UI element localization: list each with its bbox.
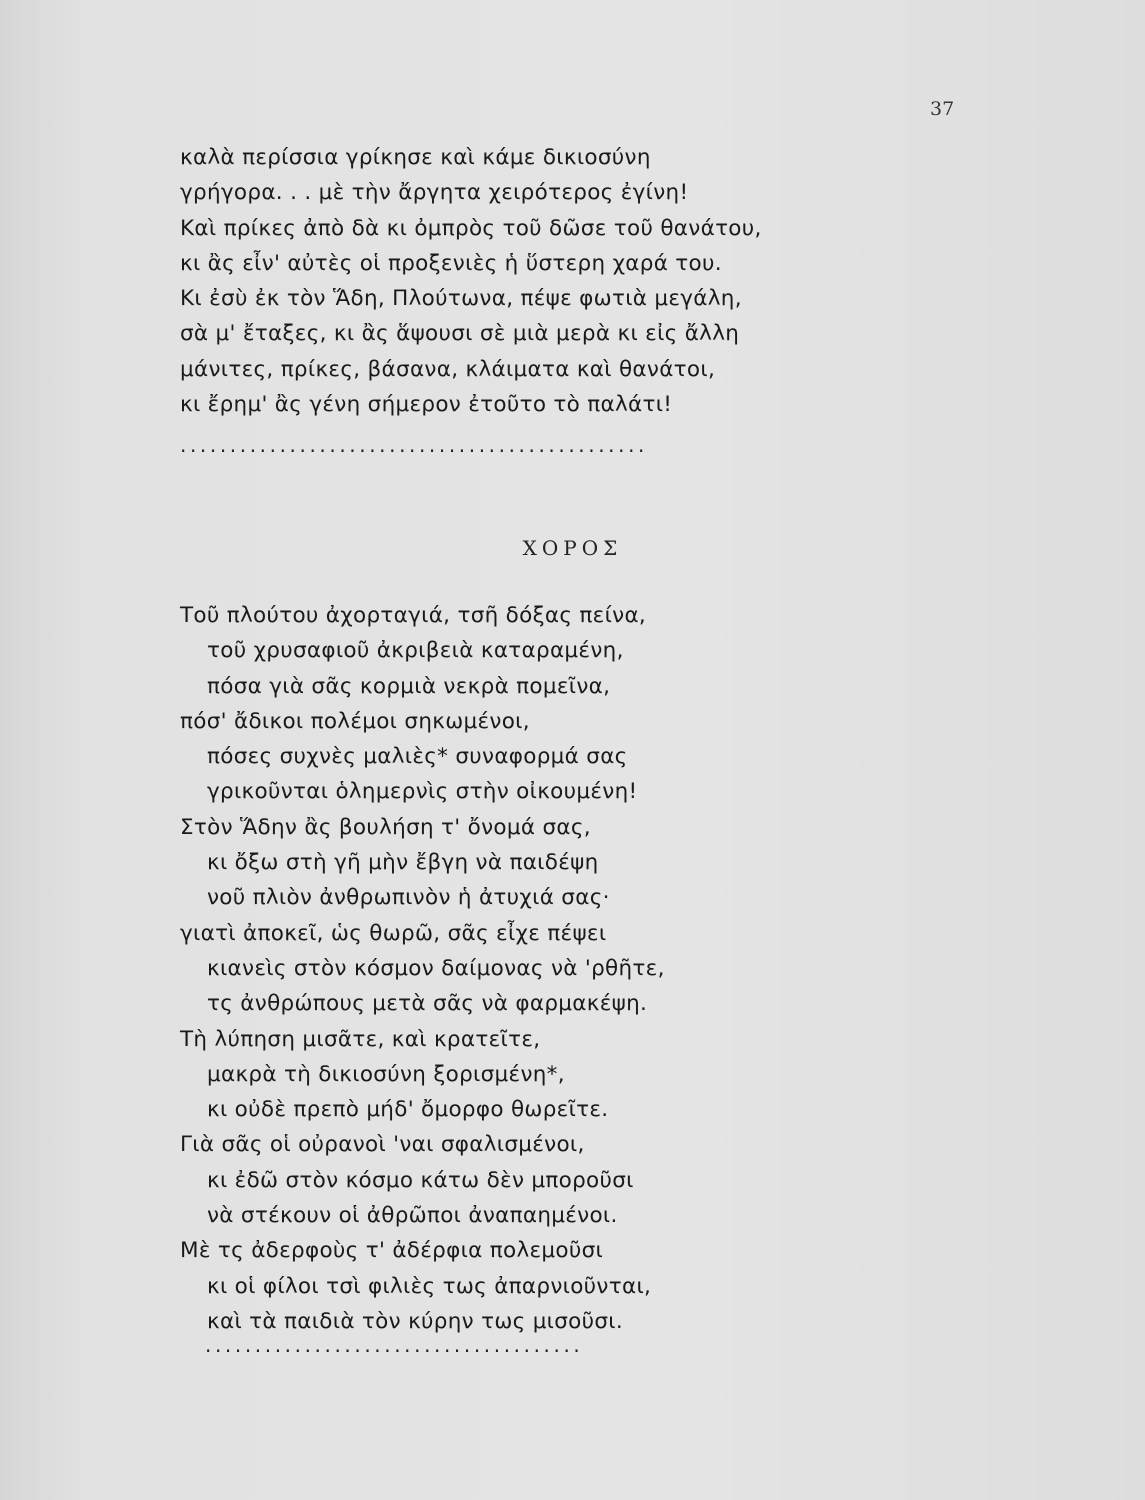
verse-line: νοῦ πλιὸν ἀνθρωπινὸν ἡ ἀτυχιά σας·: [207, 885, 610, 911]
verse-line: κι οἱ φίλοι τσὶ φιλιὲς τως ἀπαρνιοῦνται,: [207, 1273, 652, 1299]
verse-line: μάνιτες, πρίκες, βάσανα, κλάιματα καὶ θανάτοι,: [180, 356, 716, 382]
verse-line: τοῦ χρυσαφιοῦ ἀκριβειὰ καταραμένη,: [207, 638, 624, 664]
verse-line: πόσες συχνὲς μαλιὲς* συναφορμά σας: [207, 744, 628, 770]
verse-line: κι ὄξω στὴ γῆ μὴν ἔβγη νὰ παιδέψη: [207, 850, 599, 876]
verse-line: Τὴ λύπηση μισᾶτε, καὶ κρατεῖτε,: [180, 1026, 541, 1052]
verse-line: πόσα γιὰ σᾶς κορμιὰ νεκρὰ πομεῖνα,: [207, 673, 611, 699]
verse-line: Στὸν Ἅδην ἂς βουλήση τ' ὄνομά σας,: [180, 814, 591, 840]
verse-line: Γιὰ σᾶς οἱ οὐρανοὶ 'ναι σφαλισμένοι,: [180, 1132, 585, 1158]
verse-line: Τοῦ πλούτου ἀχορταγιά, τσῆ δόξας πείνα,: [180, 603, 647, 628]
verse-line: κι ἐδῶ στὸν κόσμο κάτω δὲν μποροῦσι: [207, 1167, 634, 1193]
verse-line: κιανεὶς στὸν κόσμον δαίμονας νὰ 'ρθῆτε,: [207, 955, 665, 981]
page-number: 37: [930, 98, 955, 120]
verse-line: κι ἂς εἶν' αὐτὲς οἱ προξενιὲς ἡ ὕστερη χαρά του.: [180, 250, 722, 276]
verse-line: πόσ' ἄδικοι πολέμοι σηκωμένοι,: [180, 708, 530, 734]
verse-line: Μὲ τς ἀδερφοὺς τ' ἀδέρφια πολεμοῦσι: [180, 1238, 604, 1264]
verse-line: καὶ τὰ παιδιὰ τὸν κύρην τως μισοῦσι.: [207, 1308, 624, 1334]
verse-line: κι ἔρημ' ἂς γένη σήμερον ἐτοῦτο τὸ παλάτι!: [180, 392, 673, 418]
verse-line: Καὶ πρίκες ἀπὸ δὰ κι ὀμπρὸς τοῦ δῶσε τοῦ θανάτου,: [180, 215, 762, 241]
verse-line: καλὰ περίσσια γρίκησε καὶ κάμε δικιοσύνη: [180, 145, 651, 170]
verse-line: νὰ στέκουν οἱ ἀθρῶποι ἀναπαημένοι.: [207, 1203, 618, 1229]
verse-line: τς ἀνθρώπους μετὰ σᾶς νὰ φαρμακέψη.: [207, 991, 648, 1017]
verse-line: σὰ μ' ἔταξες, κι ἂς ἅψουσι σὲ μιὰ μερὰ κι εἰς ἄλλη: [180, 321, 740, 347]
verse-stanza-1: [180, 140, 762, 422]
verse-stanza-2: [180, 598, 665, 1339]
verse-line: κι οὐδὲ πρεπὸ μήδ' ὄμορφο θωρεῖτε.: [207, 1097, 609, 1123]
verse-line: μακρὰ τὴ δικιοσύνη ξορισμένη*,: [207, 1061, 565, 1087]
verse-line: γρικοῦνται ὁλημερνὶς στὴν οἰκουμένη!: [207, 779, 638, 805]
ellipsis-separator-2: ......................................: [205, 1333, 584, 1357]
section-heading: ΧΟΡΟΣ: [522, 536, 623, 560]
ellipsis-separator-1: ...............................................: [180, 433, 648, 457]
verse-line: Κι ἐσὺ ἐκ τὸν Ἅδη, Πλούτωνα, πέψε φωτιὰ μεγάλη,: [180, 286, 742, 312]
verse-line: γρήγορα. . . μὲ τὴν ἄργητα χειρότερος ἐγίνη!: [180, 180, 689, 206]
verse-line: γιατὶ ἀποκεῖ, ὡς θωρῶ, σᾶς εἶχε πέψει: [180, 920, 607, 946]
